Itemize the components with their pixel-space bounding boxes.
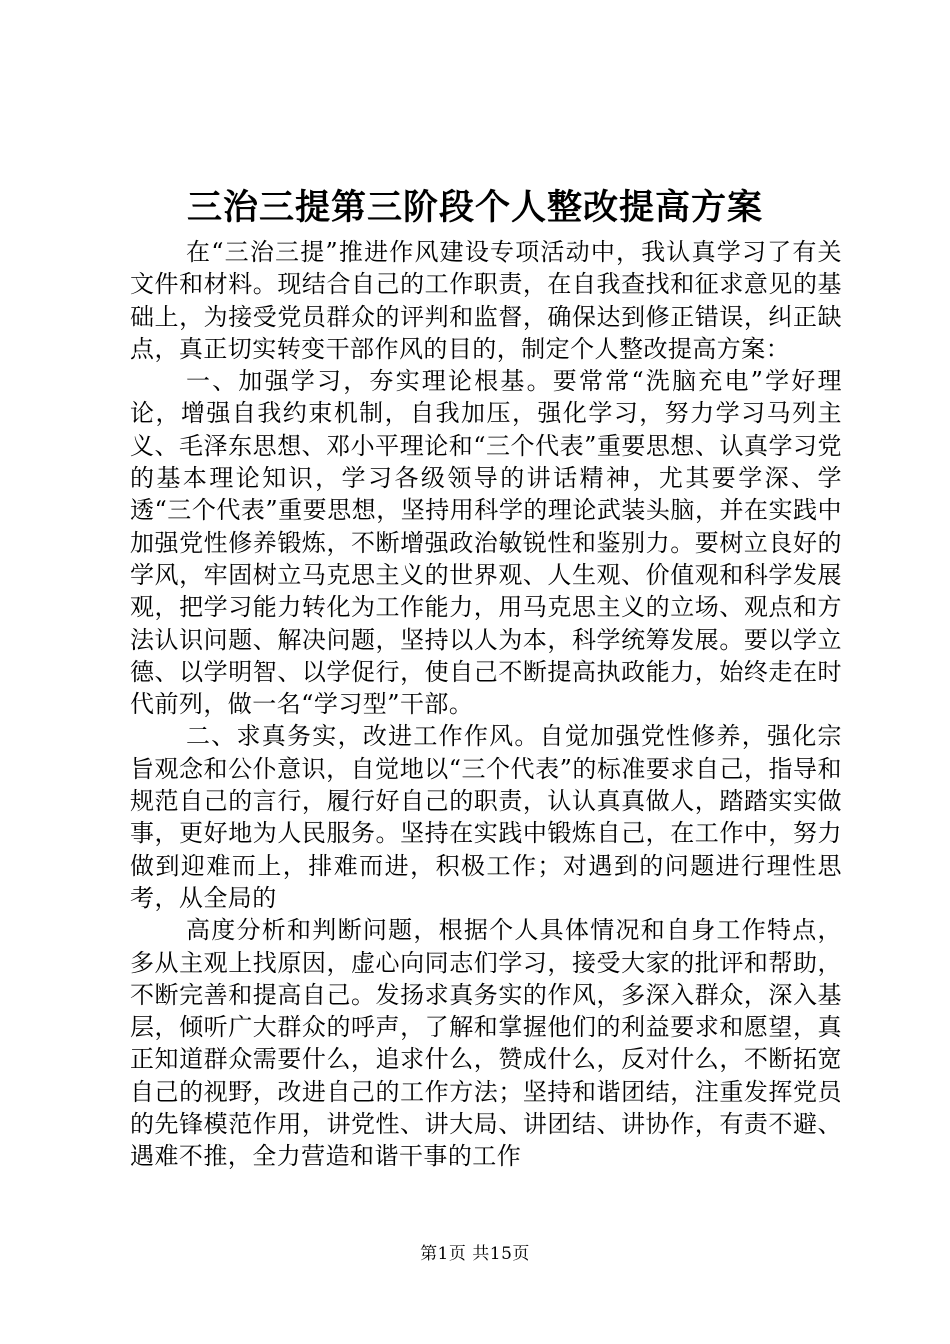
document-title: 三治三提第三阶段个人整改提高方案 bbox=[186, 187, 763, 228]
paragraph-section-2: 二、求真务实，改进工作作风。自觉加强党性修养，强化宗旨观念和公仆意识，自觉地以“三个代表”的标准要求自己，指导和规范自己的言行，履行好自己的职责，认认真真做人，踏踏实实做事，更好地为人民服务。坚持在实践中锻炼自己，在工作中，努力做到迎难而上，排难而进，积极工作；对遇到的问题进行理性思考，从全局的 bbox=[130, 722, 842, 912]
page-number-footer: 第1页 共15页 bbox=[420, 1244, 530, 1264]
document-body bbox=[130, 236, 842, 1173]
paragraph-section-1: 一、加强学习，夯实理论根基。要常常“洗脑充电”学好理论，增强自我约束机制，自我加压，强化学习，努力学习马列主义、毛泽东思想、邓小平理论和“三个代表”重要思想、认真学习党的基本理论知识，学习各级领导的讲话精神，尤其要学深、学透“三个代表”重要思想，坚持用科学的理论武装头脑，并在实践中加强党性修养锻炼，不断增强政治敏锐性和鉴别力。要树立良好的学风，牢固树立马克思主义的世界观、人生观、价值观和科学发展观，把学习能力转化为工作能力，用马克思主义的立场、观点和方法认识问题、解决问题，坚持以人为本，科学统筹发展。要以学立德、以学明智、以学促行，使自己不断提高执政能力，始终走在时代前列，做一名“学习型”干部。 bbox=[130, 367, 842, 719]
paragraph-intro: 在“三治三提”推进作风建设专项活动中，我认真学习了有关文件和材料。现结合自己的工作职责，在自我查找和征求意见的基础上，为接受党员群众的评判和监督，确保达到修正错误，纠正缺点，真正切实转变干部作风的目的，制定个人整改提高方案： bbox=[130, 238, 842, 363]
paragraph-section-2-continued: 高度分析和判断问题，根据个人具体情况和自身工作特点，多从主观上找原因，虚心向同志们学习，接受大家的批评和帮助，不断完善和提高自己。发扬求真务实的作风，多深入群众，深入基层，倾听广大群众的呼声，了解和掌握他们的利益要求和愿望，真正知道群众需要什么，追求什么，赞成什么，反对什么，不断拓宽自己的视野，改进自己的工作方法；坚持和谐团结，注重发挥党员的先锋模范作用，讲党性、讲大局、讲团结、讲协作，有责不避、遇难不推，全力营造和谐干事的工作 bbox=[130, 916, 842, 1171]
